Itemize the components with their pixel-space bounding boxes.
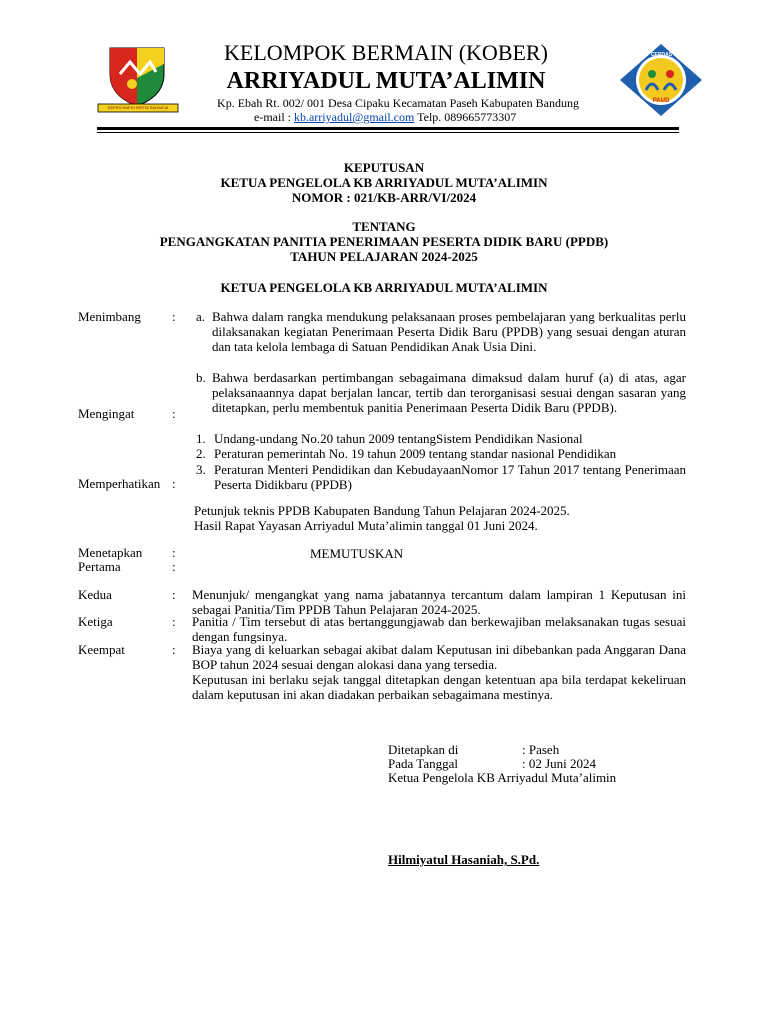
ketiga-text: Panitia / Tim tersebut di atas bertanggungjawab dan berkewajiban melaksanakan tugas sesuai dengan fungsinya. (192, 614, 686, 644)
sign-place-label: Ditetapkan di (388, 742, 459, 757)
colon-keempat: : (172, 642, 176, 657)
org-name: ARRIYADUL MUTA’ALIMIN (226, 68, 546, 94)
colon-pertama: : (172, 559, 176, 574)
decree-subject (98, 219, 670, 264)
phone-number: Telp. 089665773307 (417, 110, 517, 124)
menimbang-a-text: Bahwa dalam rangka mendukung pelaksanaan proses pembelajaran yang berkualitas perlu dilaksanakan kegiatan Penerimaan Peserta Didik Baru (PPDB) yang sesuai dengan aturan dan tata kelola lembaga di Satuan Pendidikan Anak Usia Dini. (212, 309, 686, 354)
header-rule-thick (97, 127, 679, 130)
label-menetapkan: Menetapkan (78, 545, 143, 560)
email-link[interactable]: kb.arriyadul@gmail.com (293, 110, 415, 124)
label-mengingat: Mengingat (78, 406, 135, 421)
org-type: KELOMPOK BERMAIN (KOBER) (224, 40, 548, 65)
subject-line-2: TAHUN PELAJARAN 2024-2025 (290, 249, 478, 264)
label-memperhatikan: Memperhatikan (78, 476, 161, 491)
label-pertama: Pertama (78, 559, 121, 574)
memperhatikan-line-2: Hasil Rapat Yayasan Arriyadul Muta’alimin tanggal 01 Juni 2024. (194, 518, 538, 533)
paud-logo-base: PAUD (652, 98, 670, 104)
menimbang-a-marker: a. (196, 309, 206, 324)
label-keempat: Keempat (78, 642, 125, 657)
paud-logo (618, 42, 704, 118)
org-address: Kp. Ebah Rt. 002/ 001 Desa Cipaku Kecamatan Paseh Kabupaten Bandung (217, 96, 579, 110)
regency-logo-motto: REPEH RAPIH KERTA RAHARJA (107, 105, 169, 110)
label-ketiga: Ketiga (78, 614, 113, 629)
colon-mengingat: : (172, 406, 176, 421)
sign-place-value: : Paseh (522, 742, 560, 757)
colon-ketiga: : (172, 614, 176, 629)
memperhatikan-line-1: Petunjuk teknis PPDB Kabupaten Bandung Tahun Pelajaran 2024-2025. (194, 503, 570, 518)
mengingat-3-text: Peraturan Menteri Pendidikan dan KebudayaanNomor 17 Tahun 2017 tentang Penerimaan Peserta Didikbaru (PPDB) (214, 462, 686, 492)
kedua-text: Menunjuk/ mengangkat yang nama jabatannya tercantum dalam lampiran 1 Keputusan ini sebagai Panitia/Tim PPDB Tahun Pelajaran 2024-2025. (192, 587, 686, 617)
decree-title: KEPUTUSAN (343, 160, 425, 175)
sign-role: Ketua Pengelola KB Arriyadul Muta’alimin (388, 770, 617, 785)
colon-menetapkan: : (172, 545, 176, 560)
decree-heading (98, 160, 670, 205)
decree-number: NOMOR : 021/KB-ARR/VI/2024 (291, 190, 477, 205)
sign-date-value: : 02 Juni 2024 (522, 756, 597, 771)
keempat-text-2: Keputusan ini berlaku sejak tanggal ditetapkan dengan ketentuan apa bila terdapat kekeliruan dalam keputusan ini akan diadakan perbaikan sebagaimana mestinya. (192, 672, 686, 702)
sign-date-label: Pada Tanggal (388, 756, 458, 771)
paud-logo-motto: SEHAT · CERDAS · CERIA (629, 52, 693, 58)
header-rule-thin (97, 132, 679, 133)
decree-issuer-title: KETUA PENGELOLA KB ARRIYADUL MUTA’ALIMIN (220, 175, 548, 190)
mengingat-1-text: Undang-undang No.20 tahun 2009 tentangSistem Pendidikan Nasional (214, 431, 583, 446)
colon-memperhatikan: : (172, 476, 176, 491)
mengingat-2-marker: 2. (196, 446, 206, 461)
mengingat-2-text: Peraturan pemerintah No. 19 tahun 2009 tentang standar nasional Pendidikan (214, 446, 617, 461)
colon-menimbang: : (172, 309, 176, 324)
label-kedua: Kedua (78, 587, 112, 602)
keempat-text-1: Biaya yang di keluarkan sebagai akibat dalam Keputusan ini dibebankan pada Anggaran Dana BOP tahun 2024 sesuai dengan alokasi dana yang tersedia. (192, 642, 686, 672)
colon-kedua: : (172, 587, 176, 602)
issuer-heading: KETUA PENGELOLA KB ARRIYADUL MUTA’ALIMIN (220, 280, 548, 295)
contact-line (254, 110, 594, 124)
mengingat-1-marker: 1. (196, 431, 206, 446)
memutuskan-heading: MEMUTUSKAN (310, 546, 404, 561)
regency-logo (94, 44, 182, 116)
email-label: e-mail : (254, 110, 291, 124)
mengingat-3-marker: 3. (196, 462, 206, 477)
signatory-name: Hilmiyatul Hasaniah, S.Pd. (388, 852, 540, 867)
tentang-heading: TENTANG (352, 219, 416, 234)
menimbang-b-marker: b. (196, 370, 206, 385)
menimbang-b-text: Bahwa berdasarkan pertimbangan sebagaimana dimaksud dalam huruf (a) di atas, agar pelaksanaannya dapat berjalan lancar, tertib dan terorganisasi sesuai dengan sasaran yang ditetapkan, perlu membentuk panitia Penerimaan Peserta Didik Baru (PPDB). (212, 370, 686, 415)
subject-line-1: PENGANGKATAN PANITIA PENERIMAAN PESERTA DIDIK BARU (PPDB) (159, 234, 609, 249)
label-menimbang: Menimbang (78, 309, 141, 324)
